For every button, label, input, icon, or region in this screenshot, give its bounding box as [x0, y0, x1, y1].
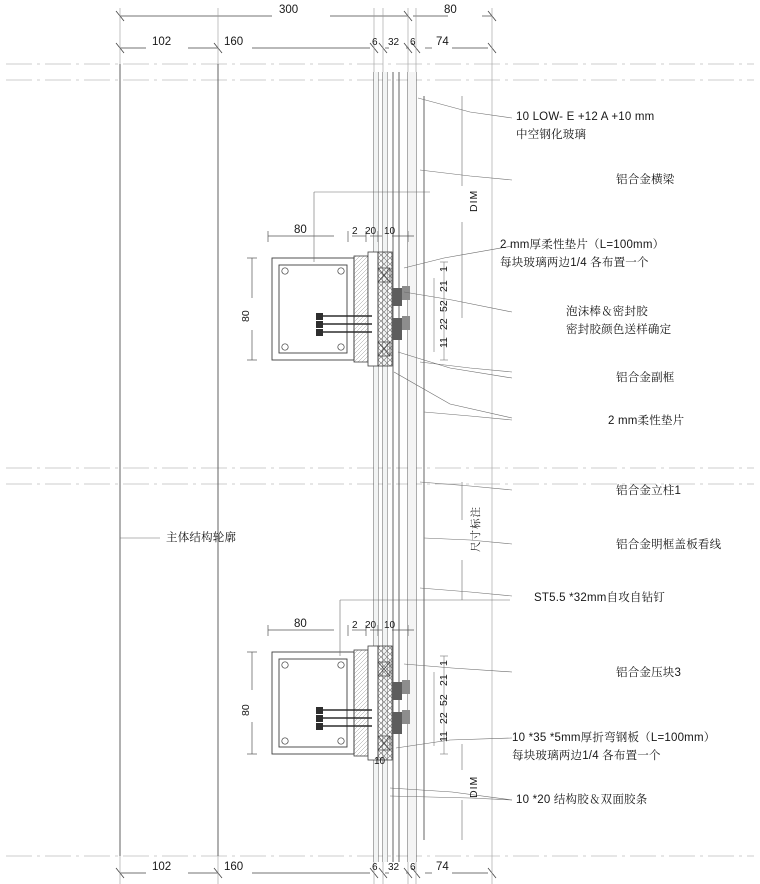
upper-stack-22: 22	[438, 318, 450, 330]
callout-gasket-2	[608, 414, 684, 428]
callout-mullion-1-line1: 铝合金立柱1	[616, 485, 682, 497]
dim-text-lower: DIM	[468, 775, 480, 798]
upper-stack-21: 21	[438, 280, 450, 292]
lower-stack-21: 21	[438, 674, 450, 686]
dim-bot-6a: 6	[372, 862, 378, 873]
lower-stack-52: 52	[438, 694, 450, 706]
callout-transom-line1: 铝合金横梁	[616, 174, 675, 186]
dim-bot-32: 32	[388, 862, 400, 873]
dim-top2-6a: 6	[372, 37, 378, 48]
callout-gasket-2mm-line1: 2 mm厚柔性垫片（L=100mm）	[500, 239, 665, 251]
structure-outline-label: 主体结构轮廓	[166, 532, 237, 544]
lower-bracket-10: 10	[384, 620, 396, 631]
callout-gasket-2mm-line2: 每块玻璃两边1/4 各布置一个	[500, 257, 649, 269]
upper-stack-1: 1	[438, 266, 450, 272]
upper-bracket-20: 20	[365, 226, 377, 237]
dim-top2-6b: 6	[410, 37, 416, 48]
upper-bracket-height-80: 80	[240, 310, 252, 322]
lower-packing	[392, 680, 410, 734]
upper-bracket-width-80: 80	[294, 224, 307, 236]
lower-stack-11: 11	[438, 731, 450, 742]
dim-top2-102: 102	[152, 36, 172, 48]
dim-top-300: 300	[279, 4, 299, 16]
upper-bracket-assembly	[247, 189, 512, 418]
dim-bot-160: 160	[224, 861, 244, 873]
callout-steel-plate-line2: 每块玻璃两边1/4 各布置一个	[512, 750, 661, 762]
callout-mullion-1	[616, 484, 681, 498]
callout-screw	[534, 591, 665, 605]
dim-bot-102: 102	[152, 861, 172, 873]
callout-sub-frame-line1: 铝合金副框	[616, 372, 675, 384]
upper-stack-11: 11	[438, 337, 450, 348]
structure-outline	[120, 64, 218, 856]
callout-press-block	[616, 666, 681, 680]
callout-cover-line	[616, 538, 721, 552]
upper-packing	[392, 286, 410, 340]
lower-bracket-assembly	[247, 600, 512, 800]
lower-extra-10: 10	[374, 756, 386, 767]
lower-bracket-20: 20	[365, 620, 377, 631]
lower-stack-1: 1	[438, 660, 450, 666]
upper-stack-52: 52	[438, 300, 450, 312]
dim-top2-32: 32	[388, 37, 400, 48]
callout-gasket-2-line1: 2 mm柔性垫片	[608, 415, 685, 427]
callout-steel-plate	[512, 731, 715, 763]
dim-bot-74: 74	[436, 861, 449, 873]
upper-bracket-10: 10	[384, 226, 396, 237]
callout-gasket-2mm	[500, 238, 664, 270]
callout-sub-frame	[616, 371, 675, 385]
callout-backer-rod-line2: 密封胶颜色送样确定	[566, 324, 672, 336]
callout-glass-line1: 10 LOW- E +12 A +10 mm	[516, 111, 655, 123]
dim-text-upper: DIM	[468, 189, 480, 212]
callout-screw-line1: ST5.5 *32mm自攻自钻钉	[534, 592, 666, 604]
callout-press-block-line1: 铝合金压块3	[616, 667, 682, 679]
upper-bracket-2: 2	[352, 226, 358, 237]
dim-top-80: 80	[444, 4, 457, 16]
callout-glass	[516, 110, 654, 142]
callout-backer-rod	[566, 305, 671, 337]
callout-transom	[616, 173, 675, 187]
callout-steel-plate-line1: 10 *35 *5mm厚折弯钢板（L=100mm）	[512, 732, 716, 744]
callout-glass-line2: 中空钢化玻璃	[516, 129, 587, 141]
lower-bracket-width-80: 80	[294, 618, 307, 630]
callout-structural-sealant	[516, 793, 647, 807]
lower-stack-22: 22	[438, 712, 450, 724]
dim-top2-74: 74	[436, 36, 449, 48]
dim-top2-160: 160	[224, 36, 244, 48]
size-marker-text: 尺寸标注	[470, 506, 482, 552]
lower-bracket-2: 2	[352, 620, 358, 631]
callout-cover-line-line1: 铝合金明框盖板看线	[616, 539, 722, 551]
callout-structural-sealant-line1: 10 *20 结构胶＆双面胶条	[516, 794, 648, 806]
lower-bracket-height-80: 80	[240, 704, 252, 716]
dim-bot-6b: 6	[410, 862, 416, 873]
callout-backer-rod-line1: 泡沫棒＆密封胶	[566, 306, 648, 318]
